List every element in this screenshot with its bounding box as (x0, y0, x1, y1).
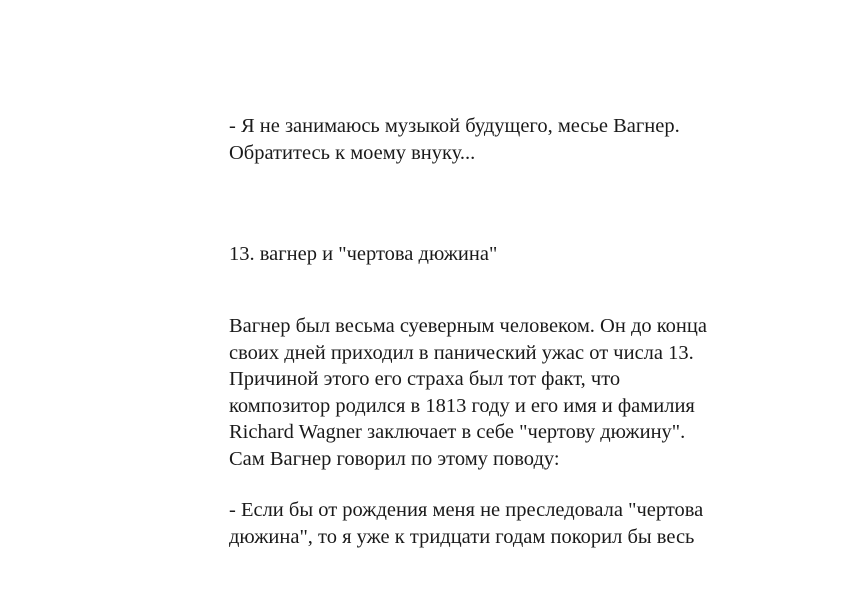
text-line: Обратитесь к моему внуку... (229, 141, 476, 164)
text-line: Richard Wagner заключает в себе "чертову дюжину". (229, 421, 686, 443)
text-line: Вагнер был весьма суеверным человеком. Он до конца (229, 315, 707, 337)
text-line: - Я не занимаюсь музыкой будущего, месье Вагнер. (229, 115, 680, 137)
text-line: своих дней приходил в панический ужас от числа 13. (229, 341, 694, 364)
text-line: Причиной этого его страха был тот факт, что (229, 368, 621, 390)
body-paragraph (229, 313, 789, 472)
text-line: дюжина", то я уже к тридцати годам покорил бы весь (229, 525, 695, 548)
heading-text: 13. вагнер и "чертова дюжина" (229, 243, 498, 265)
section-heading (229, 241, 789, 268)
quote-paragraph (229, 113, 789, 166)
text-line: композитор родился в 1813 году и его имя и фамилия (229, 394, 695, 417)
quote-paragraph (229, 497, 789, 550)
text-line: - Если бы от рождения меня не преследовала "чертова (229, 499, 704, 521)
text-line: Сам Вагнер говорил по этому поводу: (229, 447, 560, 470)
